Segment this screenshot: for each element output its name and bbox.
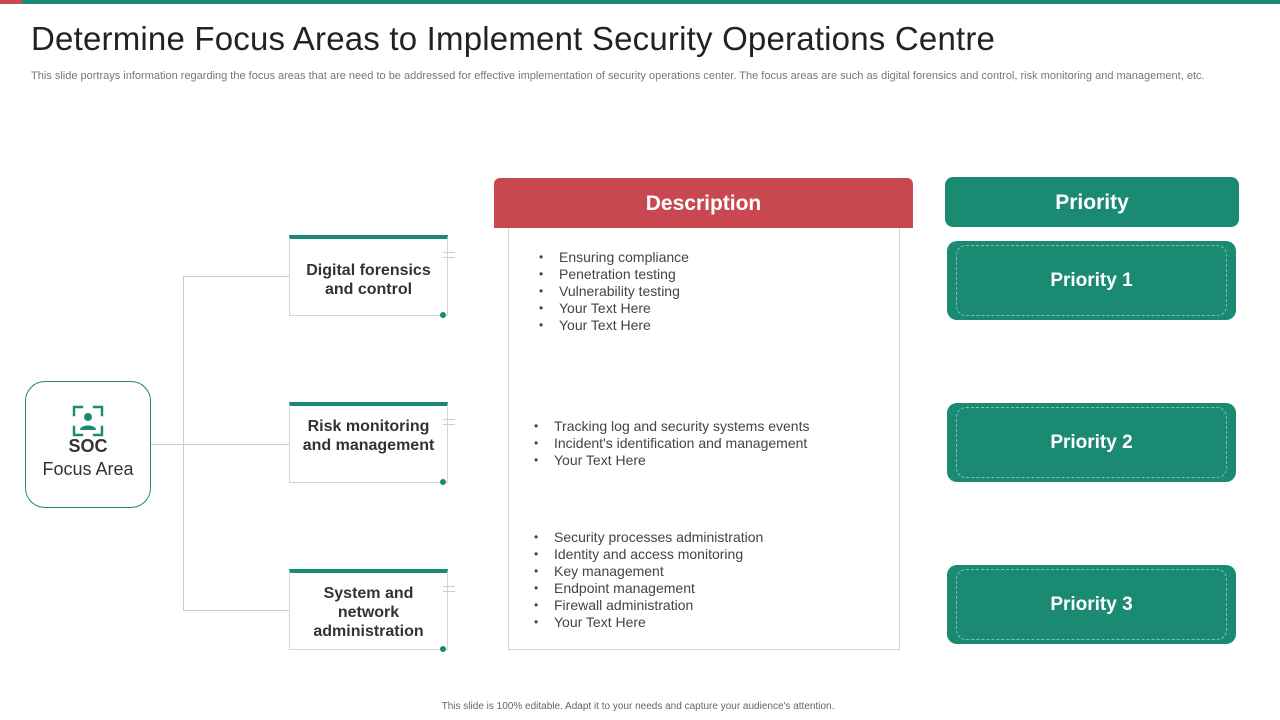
card-tick-mark (443, 586, 455, 587)
focus-area-card-digital-forensics (289, 235, 448, 316)
soc-label-line1: SOC (68, 436, 108, 456)
card-dot-marker (440, 646, 446, 652)
description-list-2 (532, 418, 809, 469)
focus-area-card-risk-monitoring (289, 402, 448, 483)
connector-branch-1 (183, 276, 289, 277)
description-item: • Identity and access monitoring (532, 546, 763, 563)
card-tick-mark (443, 419, 455, 420)
description-item: • Security processes administration (532, 529, 763, 546)
card-dot-marker (440, 312, 446, 318)
description-item: • Your Text Here (532, 614, 763, 631)
priority-box-3 (947, 565, 1236, 644)
page-title: Determine Focus Areas to Implement Security Operations Centre (31, 20, 996, 57)
description-item: • Your Text Here (537, 300, 689, 317)
description-item: • Key management (532, 563, 763, 580)
focus-area-card-system-network (289, 569, 448, 650)
description-item: • Ensuring compliance (537, 249, 689, 266)
description-item: • Your Text Here (537, 317, 689, 334)
connector-main-horizontal (151, 444, 289, 445)
focus-area-label: System and network administration (313, 585, 424, 640)
soc-focus-area-label (26, 435, 150, 481)
priority-header: Priority (945, 177, 1239, 227)
card-tick-mark (443, 591, 455, 592)
priority-box-2 (947, 403, 1236, 482)
soc-label-line2: Focus Area (42, 459, 134, 479)
priority-box-1 (947, 241, 1236, 320)
description-list-3 (532, 529, 763, 631)
card-tick-mark (443, 424, 455, 425)
footer-note: This slide is 100% editable. Adapt it to your needs and capture your audience's attention. (441, 701, 835, 712)
focus-area-label: Digital forensics and control (306, 262, 431, 298)
card-tick-mark (443, 257, 455, 258)
description-item: • Firewall administration (532, 597, 763, 614)
description-item: • Your Text Here (532, 452, 809, 469)
priority-label: Priority 2 (956, 407, 1227, 478)
description-item: • Penetration testing (537, 266, 689, 283)
priority-label: Priority 1 (956, 245, 1227, 316)
top-accent-bar (0, 0, 1280, 4)
face-scan-icon (72, 405, 104, 437)
priority-label: Priority 3 (956, 569, 1227, 640)
description-header: Description (494, 178, 913, 228)
card-tick-mark (443, 252, 455, 253)
description-item: • Incident's identification and management (532, 435, 809, 452)
description-item: • Tracking log and security systems events (532, 418, 809, 435)
focus-area-label: Risk monitoring and management (302, 418, 435, 454)
page-subtitle: This slide portrays information regarding the focus areas that are need to be addressed for effective implementation of security operations center. The focus areas are such as digital forensics and control, risk monitoring and management, etc. (31, 70, 1205, 82)
soc-focus-area-box (25, 381, 151, 508)
description-item: • Vulnerability testing (537, 283, 689, 300)
description-item: • Endpoint management (532, 580, 763, 597)
description-list-1 (537, 249, 689, 334)
top-accent-red-mark (0, 0, 22, 4)
card-dot-marker (440, 479, 446, 485)
connector-vertical-trunk (183, 276, 184, 611)
connector-branch-3 (183, 610, 289, 611)
